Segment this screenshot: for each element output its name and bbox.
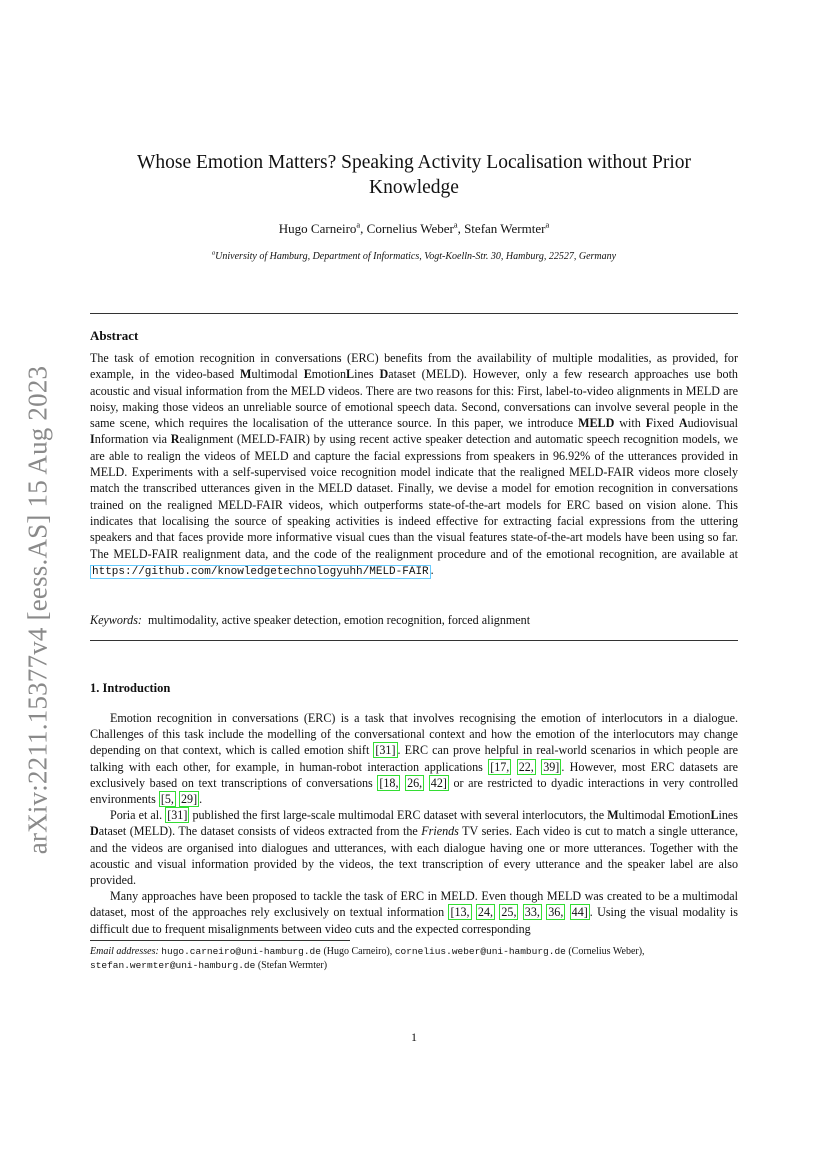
citation-link[interactable]: [17, bbox=[490, 759, 510, 774]
bold-letter: L bbox=[710, 808, 719, 823]
citation-link[interactable]: 42] bbox=[430, 775, 447, 790]
citation-link[interactable]: 25, bbox=[501, 905, 517, 920]
affiliation bbox=[90, 251, 738, 262]
title-line-1: Whose Emotion Matters? Speaking Activity Localisation without Prior bbox=[136, 152, 692, 173]
page-number: 1 bbox=[411, 1030, 417, 1044]
bold-letter: E bbox=[668, 808, 677, 823]
paragraph bbox=[90, 710, 738, 807]
citation-link[interactable]: [31] bbox=[375, 743, 396, 758]
footnote-rule bbox=[90, 940, 350, 941]
text-span: . However, most ERC datasets are exclusively based on text transcriptions of conversations bbox=[90, 759, 739, 790]
citation-link[interactable]: 36, bbox=[548, 905, 564, 920]
footnote bbox=[90, 945, 738, 973]
keywords-text: multimodality, active speaker detection, emotion recognition, forced alignment bbox=[148, 613, 531, 627]
keywords-label: Keywords: bbox=[90, 613, 142, 627]
citation-link[interactable]: 33, bbox=[524, 905, 540, 920]
paper-title bbox=[90, 150, 738, 200]
citation-link[interactable]: 26, bbox=[407, 775, 423, 790]
abstract-bold: A bbox=[678, 416, 688, 431]
author-affil-mark: a bbox=[453, 219, 458, 230]
author-affil-mark: a bbox=[545, 219, 550, 230]
email-link[interactable]: stefan.wermter@uni-hamburg.de bbox=[90, 960, 256, 971]
footnote-name: (Stefan Wermter) bbox=[255, 960, 328, 971]
abstract-bottom-rule bbox=[90, 640, 738, 641]
text-span: published the first large-scale multimodal ERC dataset with several interlocutors, the bbox=[189, 808, 608, 823]
abstract-span: ines bbox=[354, 367, 380, 382]
italic-title: Friends bbox=[421, 824, 459, 839]
paragraph bbox=[90, 888, 738, 937]
author-affil-mark: a bbox=[356, 219, 361, 230]
citation-link[interactable]: 24, bbox=[477, 905, 494, 920]
text-span: . ERC can prove helpful in real-world scenarios in which people are talking with each other, for example, in human-robot interaction applications bbox=[90, 743, 738, 774]
author-list: Hugo Carneiro$^a$, Cornelius Weber$^a$, Stefan Wermter$^a$ bbox=[278, 219, 550, 236]
citation-link[interactable]: 39] bbox=[543, 759, 560, 774]
text-span: ultimodal bbox=[618, 808, 669, 823]
introduction-heading: 1. Introduction bbox=[90, 681, 171, 695]
citation-link[interactable]: [18, bbox=[379, 775, 399, 790]
title-line-2: Knowledge bbox=[369, 177, 459, 198]
text-span: . Using the visual modality is difficult due to frequent misalignments between video cuts and the expected corresponding bbox=[90, 905, 738, 936]
citation-link[interactable]: 22, bbox=[518, 759, 534, 774]
author-name: Hugo Carneiro bbox=[278, 221, 357, 236]
abstract-span: udiovisual bbox=[687, 416, 738, 431]
citation-link[interactable]: [5, bbox=[160, 792, 174, 807]
affiliation-text: University of Hamburg, Department of Informatics, Vogt-Koelln-Str. 30, Hamburg, 22527, Germany bbox=[215, 251, 617, 262]
text-span: or are restricted to dyadic interactions in very controlled environments bbox=[90, 775, 738, 807]
introduction-body bbox=[90, 710, 738, 937]
author-name: Cornelius Weber bbox=[366, 221, 454, 236]
text-span: Emotion recognition in conversations (ERC) is a task that involves recognising the emotion of interlocutors in a dialogue. Challenges of this task include the modelling of the conversational context and how the emotion of the interlocutors may change depending on that context, which is called emotion shift bbox=[90, 711, 738, 758]
abstract-span: ixed bbox=[653, 416, 679, 431]
abstract-span: nformation via bbox=[94, 432, 171, 447]
abstract-bold: F bbox=[645, 416, 654, 431]
citation-link[interactable]: 29] bbox=[181, 792, 198, 807]
abstract-span: ultimodal bbox=[251, 367, 304, 382]
text-span: . bbox=[199, 792, 203, 807]
abstract-text bbox=[90, 350, 738, 580]
arxiv-sidebar bbox=[20, 350, 56, 870]
citation-link[interactable]: 44] bbox=[571, 905, 588, 920]
email-link[interactable]: hugo.carneiro@uni-hamburg.de bbox=[161, 946, 321, 957]
abstract-span: motion bbox=[311, 367, 347, 382]
abstract-bold: D bbox=[379, 367, 389, 382]
repository-link[interactable]: https://github.com/knowledgetechnologyuhh/MELD-FAIR bbox=[92, 565, 429, 578]
text-span: Poria et al. bbox=[110, 808, 166, 823]
abstract-top-rule bbox=[90, 313, 738, 314]
abstract-bold: I bbox=[90, 432, 95, 447]
abstract-span: with bbox=[614, 416, 646, 431]
footnote-label: Email addresses: bbox=[90, 946, 159, 957]
abstract-bold: M bbox=[240, 367, 252, 382]
citation-link[interactable]: [13, bbox=[450, 905, 470, 920]
footnote-name: (Hugo Carneiro), bbox=[320, 946, 395, 957]
text-span: ataset (MELD). The dataset consists of videos extracted from the bbox=[98, 824, 422, 839]
abstract-span: . bbox=[430, 562, 434, 577]
abstract-bold: R bbox=[170, 432, 180, 447]
abstract-bold: MELD bbox=[578, 416, 615, 431]
abstract-bold: E bbox=[303, 367, 312, 382]
citation-link[interactable]: [31] bbox=[167, 808, 188, 823]
email-link[interactable]: cornelius.weber@uni-hamburg.de bbox=[394, 946, 566, 957]
paragraph bbox=[90, 807, 738, 888]
bold-letter: D bbox=[90, 824, 99, 839]
affiliation-mark: a bbox=[211, 249, 216, 257]
footnote-name: (Cornelius Weber), bbox=[565, 946, 645, 957]
abstract-span: The task of emotion recognition in conversations (ERC) benefits from the availability of multiple modalities, as provided, for example, in the video-based bbox=[90, 351, 738, 382]
arxiv-identifier: arXiv:2211.15377v4 [eess.AS] 15 Aug 2023 bbox=[22, 365, 53, 855]
author-name: Stefan Wermter bbox=[464, 221, 546, 236]
abstract-span: ataset (MELD). However, only a few research approaches use both acoustic and visual information from the MELD videos. There are two reasons for this: First, label-to-video alignments in MELD are noisy, making those videos an unreliable source of emotional speech data. Second, conversations can involve several people in the same scene, which requires the localisation of the utterance source. In this paper, we introduce bbox=[90, 367, 738, 431]
text-span: Many approaches have been proposed to tackle the task of ERC in MELD. Even though MELD was created to be a multimodal dataset, most of the approaches rely exclusively on textual information bbox=[90, 889, 738, 920]
keywords bbox=[90, 613, 738, 628]
abstract-heading: Abstract bbox=[90, 328, 139, 343]
text-span: motion bbox=[676, 808, 711, 823]
abstract-bold: L bbox=[346, 367, 355, 382]
bold-letter: M bbox=[607, 808, 619, 823]
text-span: TV series. Each video is cut to match a single utterance, and the videos are organised into dialogues and utterances, with each dialogue having one or more utterances. Together with the acoustic and visual information provided by the videos, the text transcription of every utterance and the speaker label are also provided. bbox=[90, 824, 738, 888]
abstract-span: ealignment (MELD-FAIR) by using recent active speaker detection and automatic speech recognition models, we are able to realign the videos of MELD and capture the facial expressions from speakers in 96.92% of the utterances provided in MELD. Experiments with a self-supervised voice recognition model indicate that the realigned MELD-FAIR videos more closely match the transcribed utterances given in the MELD dataset. Finally, we devise a model for emotion recognition in conversations trained on the realigned MELD-FAIR videos, which outperforms state-of-the-art models for ERC based on vision alone. This indicates that localising the source of speaking activities is indeed effective for extracting facial expressions from the uttering speakers and that faces provide more informative visual cues than the visual features state-of-the-art models have been using so far. The MELD-FAIR realignment data, and the code of the realignment procedure and of the emotional recognition, are available at bbox=[90, 432, 738, 561]
text-span: ines bbox=[718, 808, 738, 823]
